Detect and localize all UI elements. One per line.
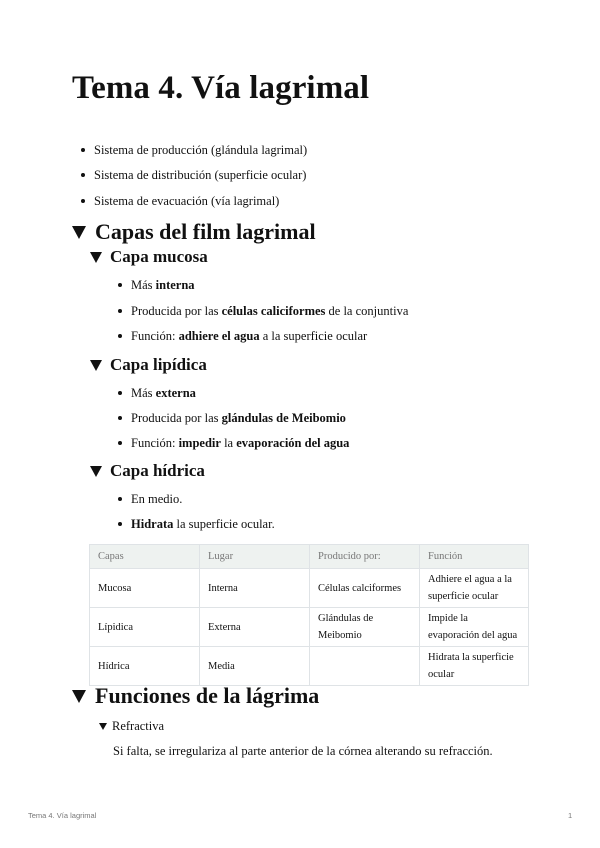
column-header: Lugar: [200, 545, 310, 569]
triangle-down-icon: [90, 252, 102, 263]
column-header: Capas: [90, 545, 200, 569]
toggle-heading-funciones[interactable]: [72, 683, 319, 709]
table-cell: Células calciformes: [310, 569, 420, 608]
triangle-down-icon: [99, 723, 107, 730]
table-cell: Mucosa: [90, 569, 200, 608]
heading-text: Capa hídrica: [110, 461, 205, 480]
list-item: Hidrata la superficie ocular.: [131, 517, 275, 531]
table-cell: Hidrata la superficie ocular: [420, 647, 529, 686]
table-cell: [310, 647, 420, 686]
table-cell: Externa: [200, 608, 310, 647]
triangle-down-icon: [90, 360, 102, 371]
list-item: Sistema de producción (glándula lagrimal): [94, 143, 308, 157]
layers-table: [89, 544, 529, 686]
table-cell: Impide la evaporación del agua: [420, 608, 529, 647]
heading-text: Refractiva: [112, 719, 165, 733]
table-row: [90, 608, 529, 647]
page-title: Tema 4. Vía lagrimal: [72, 70, 370, 106]
table-row: [90, 647, 529, 686]
heading-text: Capa mucosa: [110, 247, 208, 266]
column-header: Función: [420, 545, 529, 569]
table-cell: Lípidica: [90, 608, 200, 647]
toggle-heading-refractiva[interactable]: [99, 718, 164, 734]
list-item: Función: impedir la evaporación del agua: [131, 436, 350, 450]
list-item: Producida por las glándulas de Meibomio: [131, 411, 346, 425]
list-item: En medio.: [131, 492, 183, 506]
column-header: Producido por:: [310, 545, 420, 569]
table-row: [90, 569, 529, 608]
triangle-down-icon: [90, 466, 102, 477]
page-number: 1: [568, 811, 573, 820]
toggle-heading-mucosa[interactable]: [90, 246, 208, 268]
list-item: Más interna: [131, 278, 195, 292]
table-cell: Hídrica: [90, 647, 200, 686]
list-item: Sistema de evacuación (vía lagrimal): [94, 194, 280, 208]
heading-text: Capas del film lagrimal: [95, 219, 316, 244]
list-item: Función: adhiere el agua a la superficie ocular: [131, 329, 368, 343]
paragraph: Si falta, se irregulariza al parte anterior de la córnea alterando su refracción.: [113, 744, 493, 758]
table-cell: Glándulas de Meibomio: [310, 608, 420, 647]
list-item: Sistema de distribución (superficie ocular): [94, 168, 307, 182]
heading-text: Funciones de la lágrima: [95, 683, 320, 708]
triangle-down-icon: [72, 226, 86, 239]
toggle-heading-lipidica[interactable]: [90, 354, 207, 376]
heading-text: Capa lipídica: [110, 355, 207, 374]
list-item: Más externa: [131, 386, 196, 400]
table-cell: Interna: [200, 569, 310, 608]
table-header-row: [90, 545, 529, 569]
toggle-heading-hidrica[interactable]: [90, 460, 205, 482]
footer-title: Tema 4. Vía lagrimal: [28, 811, 97, 820]
triangle-down-icon: [72, 690, 86, 703]
toggle-heading-capas[interactable]: [72, 219, 316, 245]
table-cell: Media: [200, 647, 310, 686]
table-cell: Adhiere el agua a la superficie ocular: [420, 569, 529, 608]
list-item: Producida por las células caliciformes de la conjuntiva: [131, 304, 409, 318]
